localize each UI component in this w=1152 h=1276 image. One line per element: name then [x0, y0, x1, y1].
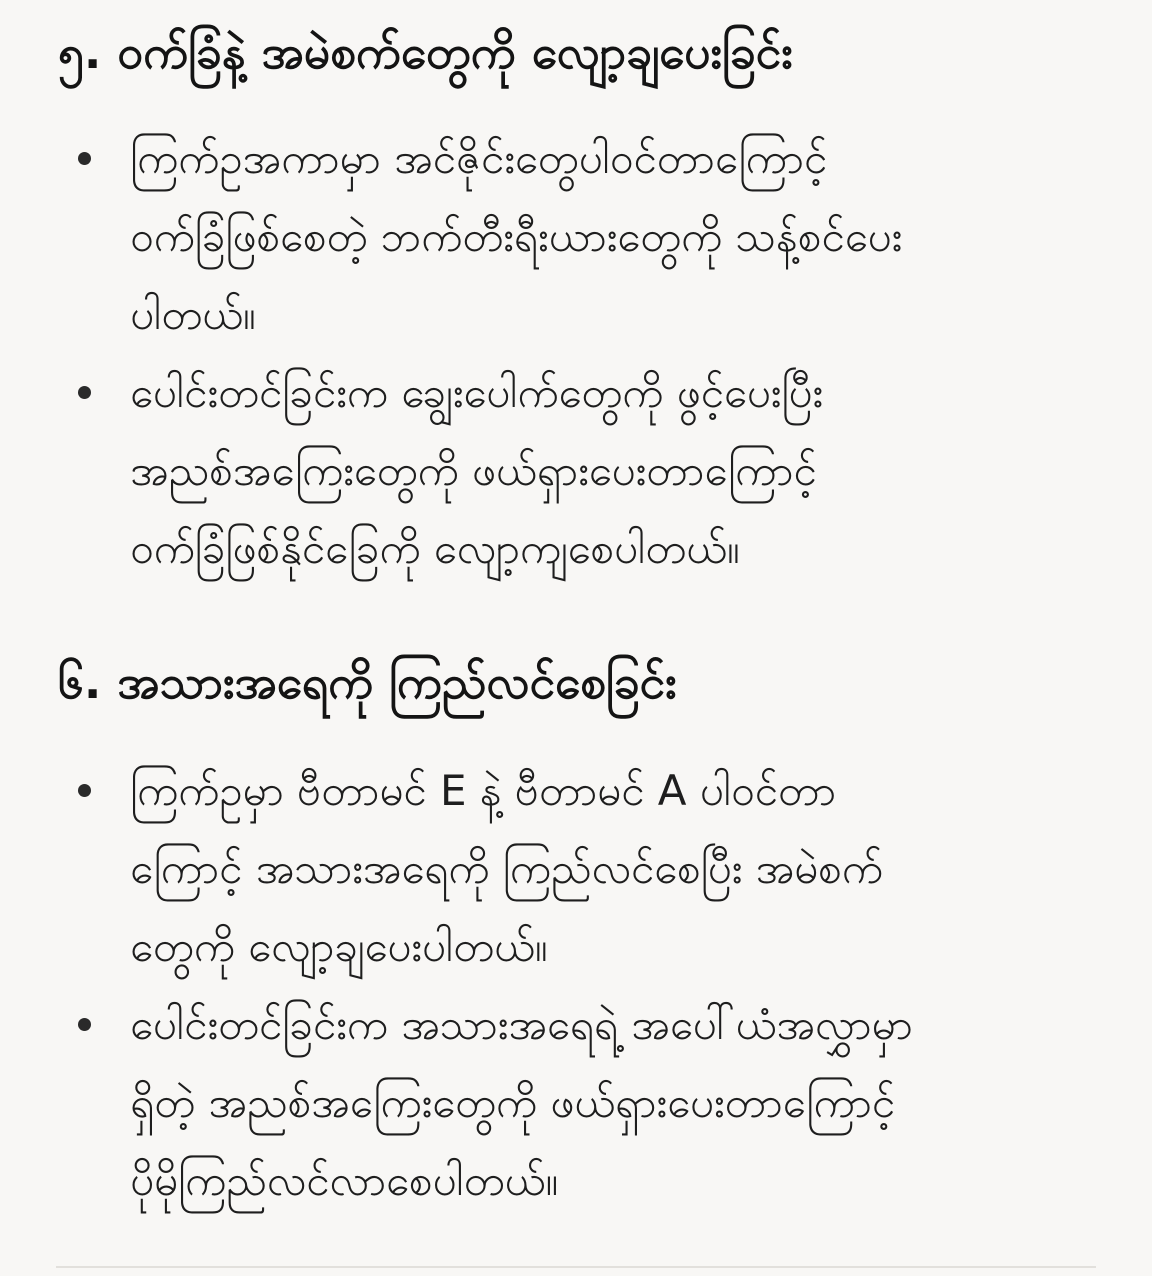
list-item [72, 120, 1112, 354]
section-5-bullet-list [72, 120, 1112, 588]
list-item [72, 986, 1112, 1220]
section-6-heading: ၆. အသားအရေကို ကြည်လင်စေခြင်း [58, 655, 677, 709]
bullet-icon [78, 784, 91, 797]
bullet-icon [78, 152, 91, 165]
section-5-heading: ၅. ဝက်ခြံနဲ့ အမဲစက်တွေကို လျော့ချပေးခြင်း [58, 25, 793, 79]
section-divider [56, 1266, 1096, 1268]
section-6-bullet-list [72, 752, 1112, 1220]
list-item [72, 752, 1112, 986]
bullet-icon [78, 1018, 91, 1031]
list-item-text-line: ပေါင်းတင်ခြင်းက အသားအရေရဲ့ အပေါ်ယံအလွှာမှာ [130, 1000, 913, 1049]
list-item-text-line: တွေကို လျော့ချပေးပါတယ်။ [130, 922, 548, 971]
list-item-text-line: ကြက်ဥအကာမှာ အင်ဇိုင်းတွေပါဝင်တာကြောင့် [130, 134, 828, 183]
list-item-text-line: ဝက်ခြံဖြစ်နိုင်ခြေကို လျော့ကျစေပါတယ်။ [130, 524, 740, 573]
list-item-text-line: ပါတယ်။ [130, 290, 256, 339]
list-item [72, 354, 1112, 588]
list-item-text-line: ပေါင်းတင်ခြင်းက ချွေးပေါက်တွေကို ဖွင့်ပေးပြီး [130, 368, 823, 417]
list-item-text-line: ကြက်ဥမှာ ဗီတာမင် E နဲ့ ဗီတာမင် A ပါဝင်တာ [130, 766, 837, 815]
list-item-text-line: ကြောင့် အသားအရေကို ကြည်လင်စေပြီး အမဲစက် [130, 844, 883, 893]
list-item-text-line: အညစ်အကြေးတွေကို ဖယ်ရှားပေးတာကြောင့် [130, 446, 817, 495]
list-item-text-line: ရှိတဲ့ အညစ်အကြေးတွေကို ဖယ်ရှားပေးတာကြောင့် [130, 1078, 896, 1127]
list-item-text-line: ပိုမိုကြည်လင်လာစေပါတယ်။ [130, 1156, 559, 1205]
list-item-text-line: ဝက်ခြံဖြစ်စေတဲ့ ဘက်တီးရီးယားတွေကို သန့်စင်ပေး [130, 212, 903, 261]
bullet-icon [78, 386, 91, 399]
